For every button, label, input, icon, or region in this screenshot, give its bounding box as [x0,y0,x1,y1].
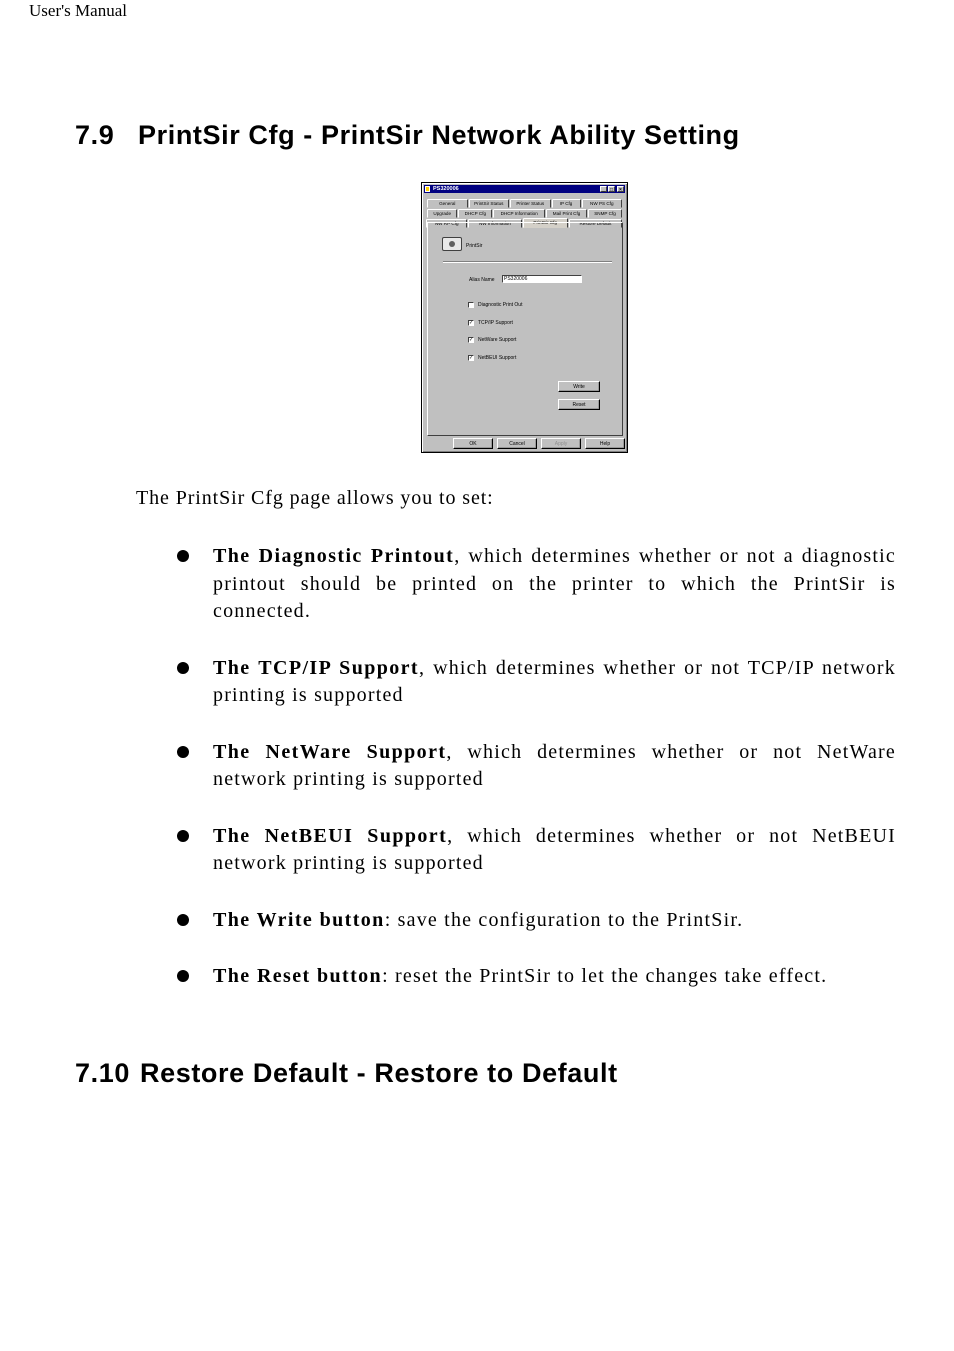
list-item [175,655,896,710]
tab-nw-ps-cfg[interactable]: NW PS Cfg [582,199,623,208]
list-text: , which determines whether or not TCP/IP network printing is supported [213,656,896,706]
window-title: PS320006 [433,185,459,192]
tab-snmp-cfg[interactable]: SNMP Cfg [588,209,622,218]
cancel-button[interactable]: Cancel [497,438,537,449]
list-text: : save the configuration to the PrintSir. [384,908,744,931]
tab-printsir-cfg[interactable]: PrintSir Cfg [523,218,568,228]
printsir-device-icon [442,237,462,251]
list-term: The Diagnostic Printout [213,545,455,567]
ok-button[interactable]: OK [453,438,493,449]
printer-icon [425,186,430,192]
checkbox-label: NetWare Support [478,337,517,343]
list-text: : reset the PrintSir to let the changes take effect. [382,965,828,987]
tcpip-support-checkbox[interactable]: ✓ [469,320,474,326]
printsir-cfg-panel [427,222,623,436]
netware-support-checkbox[interactable]: ✓ [469,337,474,343]
reset-button[interactable]: Reset [558,399,600,410]
section-heading-7-10 [75,1058,618,1089]
tab-row-2 [427,209,623,218]
list-item [175,907,896,935]
tab-nw-information[interactable]: NW Information [468,219,521,228]
list-text: , which determines whether or not NetBEUI network printing is supported [213,824,897,874]
bullet-icon [177,550,189,562]
tab-printer-status[interactable]: Printer Status [510,199,551,208]
diagnostic-print-out-checkbox[interactable] [468,302,474,308]
close-icon[interactable]: × [617,186,624,192]
running-head: User's Manual [29,1,127,20]
netbeui-support-checkbox[interactable]: ✓ [469,355,474,361]
list-term: The NetWare Support [213,740,447,763]
title-bar [424,185,625,193]
separator [443,261,612,263]
group-label: PrintSir [466,243,483,249]
help-button[interactable]: Help [585,438,625,449]
intro-paragraph: The PrintSir Cfg page allows you to set: [136,487,494,509]
section-title: Restore Default - Restore to Default [140,1058,618,1088]
list-item [175,963,896,991]
list-term: The TCP/IP Support [213,656,419,679]
minimize-icon[interactable]: _ [600,186,607,192]
list-item [175,543,896,626]
section-heading-7-9 [75,120,740,151]
tab-restore-default[interactable]: Restore Default [569,219,622,228]
checkbox-label: TCP/IP Support [478,320,513,326]
tab-nw-rp-cfg[interactable]: NW RP Cfg [426,219,467,228]
tab-ip-cfg[interactable]: IP Cfg [552,199,581,208]
list-term: The Reset button [213,965,383,987]
bullet-icon [177,830,189,842]
tab-upgrade[interactable]: Upgrade [427,209,457,218]
checkbox-label: NetBEUI Support [478,355,517,361]
maximize-icon[interactable]: □ [609,187,614,193]
list-term: The Write button [213,908,385,931]
list-item [175,823,896,878]
alias-name-input[interactable]: PS320006 [502,275,582,283]
bullet-icon [177,970,189,982]
write-button[interactable]: Write [558,381,600,392]
bullet-icon [177,662,189,674]
section-number: 7.9 [75,120,115,150]
bullet-icon [177,914,189,926]
list-term: The NetBEUI Support [213,824,448,847]
list-text: , which determines whether or not a diagnostic printout should be printed on the printer to which the PrintSir is connected. [213,545,896,622]
alias-name-label: Alias Name [469,277,495,283]
tab-general[interactable]: General [427,199,468,208]
tab-mail-print-cfg[interactable]: Mail Print Cfg [546,209,587,218]
section-number: 7.10 [75,1058,130,1088]
apply-button[interactable]: Apply [541,438,581,449]
list-item [175,739,896,794]
section-title: PrintSir Cfg - PrintSir Network Ability Setting [138,120,740,150]
tab-printsir-status[interactable]: PrintSir Status [469,199,510,208]
feature-list [175,543,896,991]
tab-row-1 [427,199,623,208]
printsir-properties-dialog [421,182,628,453]
list-text: , which determines whether or not NetWare network printing is supported [213,740,896,790]
tab-dhcp-cfg[interactable]: DHCP Cfg [458,209,492,218]
checkbox-label: Diagnostic Print Out [478,302,523,308]
tab-dhcp-information[interactable]: DHCP Information [493,209,545,218]
bullet-icon [177,746,189,758]
